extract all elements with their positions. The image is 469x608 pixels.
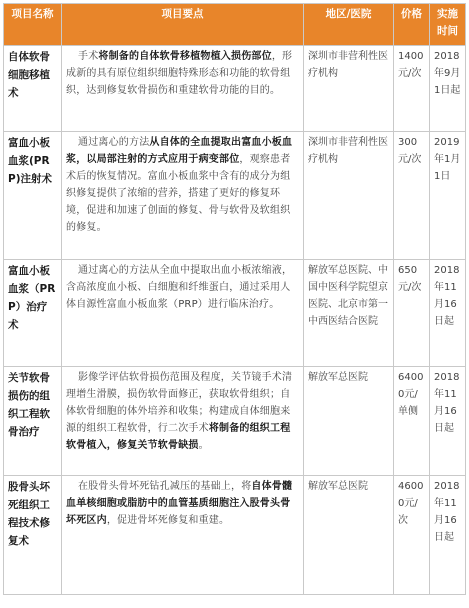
- row-name: 富血小板血浆（PRP）治疗术: [4, 260, 62, 367]
- table-row: [4, 132, 466, 260]
- desc-segment: 通过离心的方法从全血中提取出血小板浓缩液，含高浓度血小板、白细胞和纤维蛋白，通过采用人体自源性富血小板血浆（PRP）进行临床治疗。: [66, 265, 293, 310]
- desc-segment: ，促进骨坏死修复和重建。: [106, 515, 230, 526]
- row-price: 1400元/次: [394, 46, 430, 132]
- desc-segment: 。: [198, 440, 209, 451]
- desc-segment: 在股骨头骨坏死钻孔减压的基础上，将: [78, 481, 252, 492]
- header-date: 实施时间: [430, 4, 466, 46]
- row-region: 解放军总医院、中国中医科学院望京医院、北京市第一中西医结合医院: [304, 260, 394, 367]
- row-date: 2018年11月16日起: [430, 260, 466, 367]
- row-region: 深圳市非营利性医疗机构: [304, 46, 394, 132]
- table-row: [4, 46, 466, 132]
- row-desc: [62, 476, 304, 595]
- row-date: 2018年11月16日起: [430, 476, 466, 595]
- table-row: [4, 367, 466, 476]
- row-name: 自体软骨细胞移植术: [4, 46, 62, 132]
- desc-bold-segment: 将制备的自体软骨移植物植入损伤部位: [98, 51, 272, 62]
- row-region: 解放军总医院: [304, 367, 394, 476]
- row-region: 深圳市非营利性医疗机构: [304, 132, 394, 260]
- row-price: 64000元/单侧: [394, 367, 430, 476]
- row-desc: [62, 260, 304, 367]
- desc-bold-segment: 从自体的全血提取出富血小板血浆，以局部注射的方式应用于病变部位: [66, 137, 293, 165]
- table-header-row: [4, 4, 466, 46]
- medical-price-table: [3, 3, 466, 595]
- row-desc: [62, 367, 304, 476]
- table-row: [4, 476, 466, 595]
- row-price: 300元/次: [394, 132, 430, 260]
- table-row: [4, 260, 466, 367]
- header-region: 地区/医院: [304, 4, 394, 46]
- row-price: 650元/次: [394, 260, 430, 367]
- desc-bold-segment: 将制备的组织工程软骨植入，修复关节软骨缺损: [66, 423, 291, 451]
- desc-segment: 通过离心的方法: [78, 137, 150, 148]
- header-name: 项目名称: [4, 4, 62, 46]
- row-name: 股骨头坏死组织工程技术修复术: [4, 476, 62, 595]
- row-region: 解放军总医院: [304, 476, 394, 595]
- row-name: 富血小板血浆(PRP)注射术: [4, 132, 62, 260]
- row-date: 2018年9月1日起: [430, 46, 466, 132]
- row-name: 关节软骨损伤的组织工程软骨治疗: [4, 367, 62, 476]
- desc-segment: 影像学评估软骨损伤范围及程度，关节镜手术清理增生滑膜，损伤软骨面修正，获取软骨组织；自体软骨细胞的体外培养和收集；构建成自体细胞来源的组织工程软骨，行二次手术: [66, 372, 293, 434]
- desc-segment: ，形成新的具有原位组织细胞特殊形态和功能的软骨组织，达到修复软骨损伤和重建软骨功能的目的。: [66, 51, 293, 96]
- desc-bold-segment: 自体骨髓血单核细胞或脂肪中的血管基质细胞注入股骨头骨坏死区内: [66, 481, 293, 526]
- row-desc: [62, 46, 304, 132]
- desc-segment: 手术: [78, 51, 99, 62]
- row-price: 46000元/次: [394, 476, 430, 595]
- row-date: 2018年11月16日起: [430, 367, 466, 476]
- row-desc: [62, 132, 304, 260]
- header-desc: 项目要点: [62, 4, 304, 46]
- row-date: 2019年1月1日: [430, 132, 466, 260]
- header-price: 价格: [394, 4, 430, 46]
- desc-segment: ，观察患者术后的恢复情况。富血小板血浆中含有的成分为组织修复提供了浓缩的营养，搭建了更好的修复环境，促进和加速了创面的修复、骨与软骨及软组织的修复。: [66, 154, 291, 233]
